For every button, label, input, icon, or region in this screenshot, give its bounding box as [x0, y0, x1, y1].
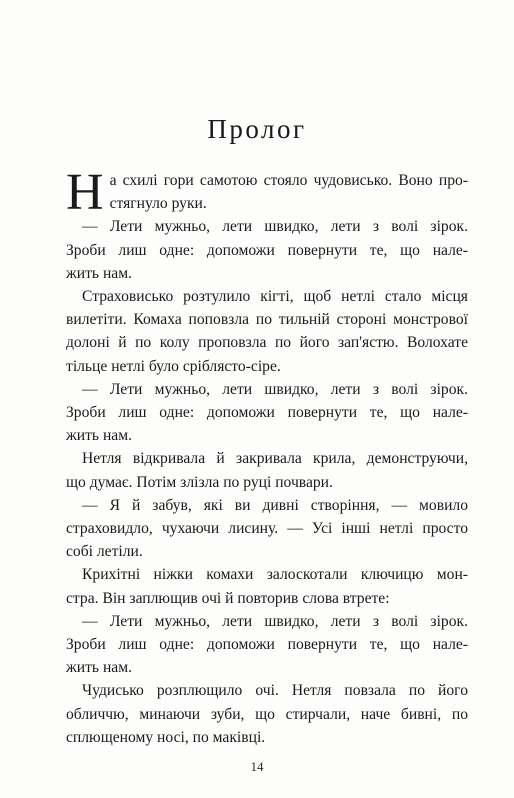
text-line: — Лети мужньо, лети швидко, лети з волі зірок. — [82, 218, 468, 236]
text-line: обличчю, минаючи зуби, що стирчали, наче бивні, по — [66, 705, 468, 723]
text-line: Страховисько розтулило кігті, щоб нетлі стало місця — [82, 288, 468, 306]
page-number: 14 — [250, 759, 264, 774]
paragraph-6 — [66, 494, 468, 564]
paragraph-8 — [66, 610, 468, 680]
paragraph-5 — [66, 447, 468, 493]
text-line: Зроби лиш одне: допоможи повернути те, що нале- — [66, 404, 468, 422]
text-line: собі летіли. — [66, 543, 143, 561]
chapter-title: Пролог — [207, 114, 307, 144]
text-line: Нетля відкривала й закривала крила, демонструючи, — [82, 450, 468, 468]
body-text — [66, 164, 468, 749]
text-line: Зроби лиш одне: допоможи повернути те, що нале- — [66, 241, 468, 259]
paragraph-2 — [66, 215, 468, 285]
text-line: — Лети мужньо, лети швидко, лети з волі зірок. — [82, 612, 468, 630]
text-line: стягнуло руки. — [109, 195, 207, 213]
paragraph-1 — [66, 164, 468, 221]
paragraph-4 — [66, 378, 468, 448]
drop-cap: Н — [66, 164, 104, 221]
text-line: вилетіти. Комаха поповзла по тильній стороні монстрової — [66, 311, 468, 329]
text-line: — Лети мужньо, лети швидко, лети з волі зірок. — [82, 380, 468, 398]
text-line: що думає. Потім злізла по руці почвари. — [66, 473, 333, 491]
paragraph-3 — [66, 285, 468, 378]
text-line: жить нам. — [66, 659, 132, 677]
text-line: Чудисько розплющило очі. Нетля повзала по його — [82, 682, 468, 700]
text-line: страховидло, чухаючи лисину. — Усі інші нетлі просто — [66, 520, 468, 538]
text-line: стра. Він заплющив очі й повторив слова втрете: — [66, 589, 390, 607]
text-line: жить нам. — [66, 264, 132, 282]
paragraph-9 — [66, 679, 468, 749]
text-line: Зроби лиш одне: допоможи повернути те, що нале- — [66, 636, 468, 654]
paragraph-7 — [66, 563, 468, 609]
text-line: сплющеному носі, по маківці. — [66, 728, 266, 746]
text-line: тільце нетлі було сріблясто-сіре. — [66, 357, 281, 375]
text-line: долоні й по колу проповзла по його зап'ястю. Волохате — [66, 334, 468, 352]
text-line: жить нам. — [66, 427, 132, 445]
text-line: — Я й забув, які ви дивні створіння, — мовило — [82, 496, 468, 514]
text-line: а схилі гори самотою стояло чудовисько. Воно про- — [109, 172, 468, 189]
text-line: Крихітні ніжки комахи залоскотали ключицю мон- — [82, 566, 468, 584]
